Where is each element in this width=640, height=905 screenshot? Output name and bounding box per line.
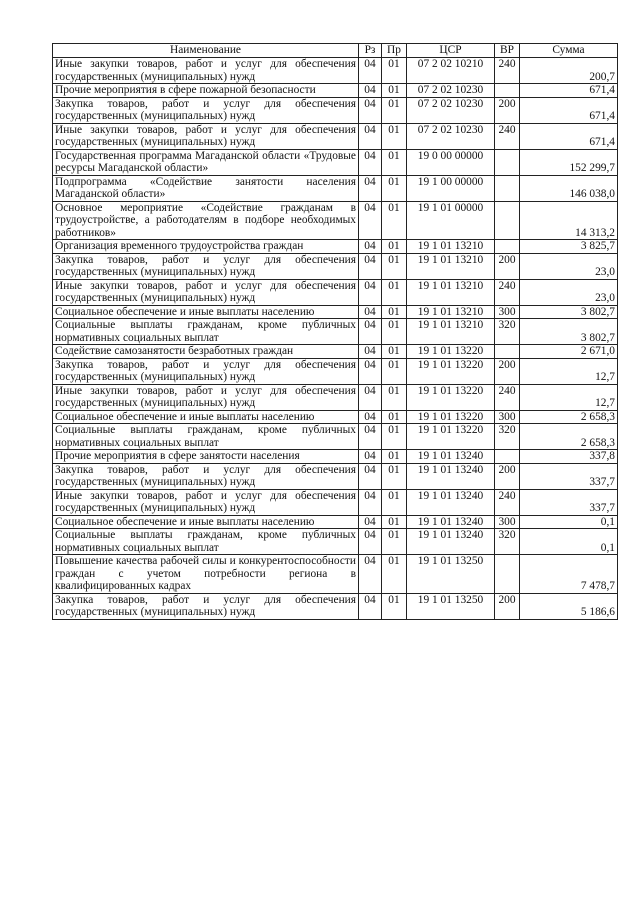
row-pr-cell: 01 [382,84,407,98]
row-pr-cell: 01 [382,279,407,305]
row-sum-cell: 671,4 [520,97,618,123]
row-csr-cell: 19 1 01 13220 [407,384,495,410]
row-name-cell: Прочие мероприятия в сфере пожарной безопасности [53,84,359,98]
row-rz-cell: 04 [359,489,382,515]
row-pr-cell: 01 [382,450,407,464]
row-sum-cell: 0,1 [520,515,618,529]
row-vr-cell: 300 [495,410,520,424]
row-sum-cell: 3 825,7 [520,240,618,254]
row-vr-cell: 200 [495,358,520,384]
row-vr-cell [495,175,520,201]
row-rz-cell: 04 [359,345,382,359]
row-vr-cell [495,84,520,98]
row-name-cell: Закупка товаров, работ и услуг для обеспечения государственных (муниципальных) нужд [53,358,359,384]
row-sum-cell: 152 299,7 [520,149,618,175]
row-pr-cell: 01 [382,489,407,515]
row-name-cell: Иные закупки товаров, работ и услуг для обеспечения государственных (муниципальных) нужд [53,123,359,149]
row-sum-cell: 2 658,3 [520,410,618,424]
row-name-cell: Закупка товаров, работ и услуг для обеспечения государственных (муниципальных) нужд [53,97,359,123]
row-vr-cell: 240 [495,58,520,84]
budget-document-page [52,43,618,620]
row-sum-cell: 337,8 [520,450,618,464]
row-rz-cell: 04 [359,58,382,84]
row-sum-cell: 23,0 [520,279,618,305]
row-csr-cell: 19 1 01 13220 [407,345,495,359]
row-name-cell: Повышение качества рабочей силы и конкурентоспособности граждан с учетом потребности региона в квалифицированных кадрах [53,555,359,594]
table-row [53,58,618,84]
table-row [53,489,618,515]
table-row [53,450,618,464]
column-header-pr: Пр [382,44,407,58]
row-sum-cell: 337,7 [520,463,618,489]
row-rz-cell: 04 [359,463,382,489]
row-rz-cell: 04 [359,555,382,594]
table-row [53,410,618,424]
row-sum-cell: 337,7 [520,489,618,515]
table-row [53,529,618,555]
row-vr-cell: 240 [495,384,520,410]
row-rz-cell: 04 [359,529,382,555]
table-row [53,175,618,201]
table-row [53,555,618,594]
row-vr-cell: 300 [495,515,520,529]
row-vr-cell: 240 [495,279,520,305]
table-row [53,463,618,489]
column-header-csr: ЦСР [407,44,495,58]
row-rz-cell: 04 [359,424,382,450]
row-rz-cell: 04 [359,384,382,410]
row-rz-cell: 04 [359,253,382,279]
table-row [53,384,618,410]
row-pr-cell: 01 [382,240,407,254]
table-row [53,424,618,450]
row-csr-cell: 07 2 02 10230 [407,123,495,149]
row-sum-cell: 5 186,6 [520,593,618,619]
row-name-cell: Основное мероприятие «Содействие гражданам в трудоустройстве, а работодателям в подборе необходимых работников» [53,201,359,240]
row-name-cell: Социальное обеспечение и иные выплаты населению [53,410,359,424]
row-name-cell: Социальные выплаты гражданам, кроме публичных нормативных социальных выплат [53,529,359,555]
row-name-cell: Социальное обеспечение и иные выплаты населению [53,515,359,529]
row-name-cell: Содействие самозанятости безработных граждан [53,345,359,359]
row-rz-cell: 04 [359,410,382,424]
row-name-cell: Закупка товаров, работ и услуг для обеспечения государственных (муниципальных) нужд [53,253,359,279]
row-sum-cell: 14 313,2 [520,201,618,240]
row-name-cell: Подпрограмма «Содействие занятости населения Магаданской области» [53,175,359,201]
row-name-cell: Социальное обеспечение и иные выплаты населению [53,305,359,319]
row-rz-cell: 04 [359,175,382,201]
row-vr-cell: 240 [495,123,520,149]
row-sum-cell: 3 802,7 [520,319,618,345]
row-name-cell: Социальные выплаты гражданам, кроме публичных нормативных социальных выплат [53,424,359,450]
table-row [53,123,618,149]
row-name-cell: Государственная программа Магаданской области «Трудовые ресурсы Магаданской области» [53,149,359,175]
row-csr-cell: 07 2 02 10210 [407,58,495,84]
row-csr-cell: 19 1 01 00000 [407,201,495,240]
row-pr-cell: 01 [382,305,407,319]
row-pr-cell: 01 [382,424,407,450]
table-row [53,240,618,254]
row-name-cell: Иные закупки товаров, работ и услуг для обеспечения государственных (муниципальных) нужд [53,58,359,84]
row-name-cell: Социальные выплаты гражданам, кроме публичных нормативных социальных выплат [53,319,359,345]
table-row [53,279,618,305]
table-row [53,97,618,123]
row-rz-cell: 04 [359,84,382,98]
row-rz-cell: 04 [359,450,382,464]
table-row [53,345,618,359]
row-sum-cell: 0,1 [520,529,618,555]
row-pr-cell: 01 [382,123,407,149]
row-pr-cell: 01 [382,463,407,489]
row-csr-cell: 07 2 02 10230 [407,97,495,123]
row-name-cell: Закупка товаров, работ и услуг для обеспечения государственных (муниципальных) нужд [53,463,359,489]
column-header-vr: ВР [495,44,520,58]
row-sum-cell: 200,7 [520,58,618,84]
row-rz-cell: 04 [359,201,382,240]
row-csr-cell: 19 1 00 00000 [407,175,495,201]
row-csr-cell: 19 1 01 13210 [407,279,495,305]
budget-table [52,43,618,620]
row-sum-cell: 12,7 [520,358,618,384]
row-csr-cell: 19 1 01 13240 [407,529,495,555]
table-row [53,358,618,384]
row-csr-cell: 19 1 01 13240 [407,489,495,515]
row-csr-cell: 19 1 01 13210 [407,305,495,319]
row-pr-cell: 01 [382,319,407,345]
row-rz-cell: 04 [359,240,382,254]
row-pr-cell: 01 [382,384,407,410]
column-header-rz: Рз [359,44,382,58]
row-vr-cell: 240 [495,489,520,515]
row-csr-cell: 19 1 01 13240 [407,515,495,529]
row-vr-cell: 200 [495,253,520,279]
row-pr-cell: 01 [382,593,407,619]
row-vr-cell [495,555,520,594]
row-csr-cell: 19 1 01 13240 [407,463,495,489]
row-pr-cell: 01 [382,201,407,240]
row-pr-cell: 01 [382,410,407,424]
row-vr-cell [495,345,520,359]
row-rz-cell: 04 [359,97,382,123]
row-sum-cell: 671,4 [520,84,618,98]
column-header-sum: Сумма [520,44,618,58]
row-pr-cell: 01 [382,529,407,555]
row-vr-cell: 320 [495,529,520,555]
row-csr-cell: 19 0 00 00000 [407,149,495,175]
row-csr-cell: 07 2 02 10230 [407,84,495,98]
row-name-cell: Иные закупки товаров, работ и услуг для обеспечения государственных (муниципальных) нужд [53,384,359,410]
row-rz-cell: 04 [359,515,382,529]
row-csr-cell: 19 1 01 13250 [407,555,495,594]
row-csr-cell: 19 1 01 13250 [407,593,495,619]
table-body [53,58,618,620]
table-row [53,149,618,175]
row-name-cell: Иные закупки товаров, работ и услуг для обеспечения государственных (муниципальных) нужд [53,489,359,515]
row-rz-cell: 04 [359,358,382,384]
row-pr-cell: 01 [382,149,407,175]
row-csr-cell: 19 1 01 13210 [407,319,495,345]
row-vr-cell: 320 [495,424,520,450]
row-name-cell: Закупка товаров, работ и услуг для обеспечения государственных (муниципальных) нужд [53,593,359,619]
row-pr-cell: 01 [382,58,407,84]
row-sum-cell: 146 038,0 [520,175,618,201]
table-row [53,253,618,279]
row-vr-cell: 200 [495,97,520,123]
row-vr-cell: 200 [495,593,520,619]
row-sum-cell: 671,4 [520,123,618,149]
column-header-name: Наименование [53,44,359,58]
table-row [53,305,618,319]
row-sum-cell: 7 478,7 [520,555,618,594]
row-rz-cell: 04 [359,123,382,149]
row-rz-cell: 04 [359,593,382,619]
row-csr-cell: 19 1 01 13210 [407,240,495,254]
row-pr-cell: 01 [382,175,407,201]
row-sum-cell: 3 802,7 [520,305,618,319]
table-row [53,84,618,98]
row-pr-cell: 01 [382,253,407,279]
row-vr-cell [495,240,520,254]
table-row [53,319,618,345]
row-csr-cell: 19 1 01 13220 [407,358,495,384]
row-vr-cell [495,450,520,464]
row-pr-cell: 01 [382,515,407,529]
table-row [53,593,618,619]
row-pr-cell: 01 [382,97,407,123]
row-rz-cell: 04 [359,279,382,305]
row-rz-cell: 04 [359,319,382,345]
row-name-cell: Прочие мероприятия в сфере занятости населения [53,450,359,464]
row-rz-cell: 04 [359,305,382,319]
row-vr-cell [495,201,520,240]
row-name-cell: Организация временного трудоустройства граждан [53,240,359,254]
row-csr-cell: 19 1 01 13240 [407,450,495,464]
row-vr-cell [495,149,520,175]
table-row [53,515,618,529]
row-pr-cell: 01 [382,358,407,384]
row-vr-cell: 320 [495,319,520,345]
row-pr-cell: 01 [382,345,407,359]
row-sum-cell: 23,0 [520,253,618,279]
row-vr-cell: 200 [495,463,520,489]
row-csr-cell: 19 1 01 13220 [407,410,495,424]
row-sum-cell: 12,7 [520,384,618,410]
row-sum-cell: 2 671,0 [520,345,618,359]
row-vr-cell: 300 [495,305,520,319]
row-csr-cell: 19 1 01 13220 [407,424,495,450]
table-header-row [53,44,618,58]
row-pr-cell: 01 [382,555,407,594]
row-name-cell: Иные закупки товаров, работ и услуг для обеспечения государственных (муниципальных) нужд [53,279,359,305]
row-sum-cell: 2 658,3 [520,424,618,450]
row-rz-cell: 04 [359,149,382,175]
table-row [53,201,618,240]
row-csr-cell: 19 1 01 13210 [407,253,495,279]
